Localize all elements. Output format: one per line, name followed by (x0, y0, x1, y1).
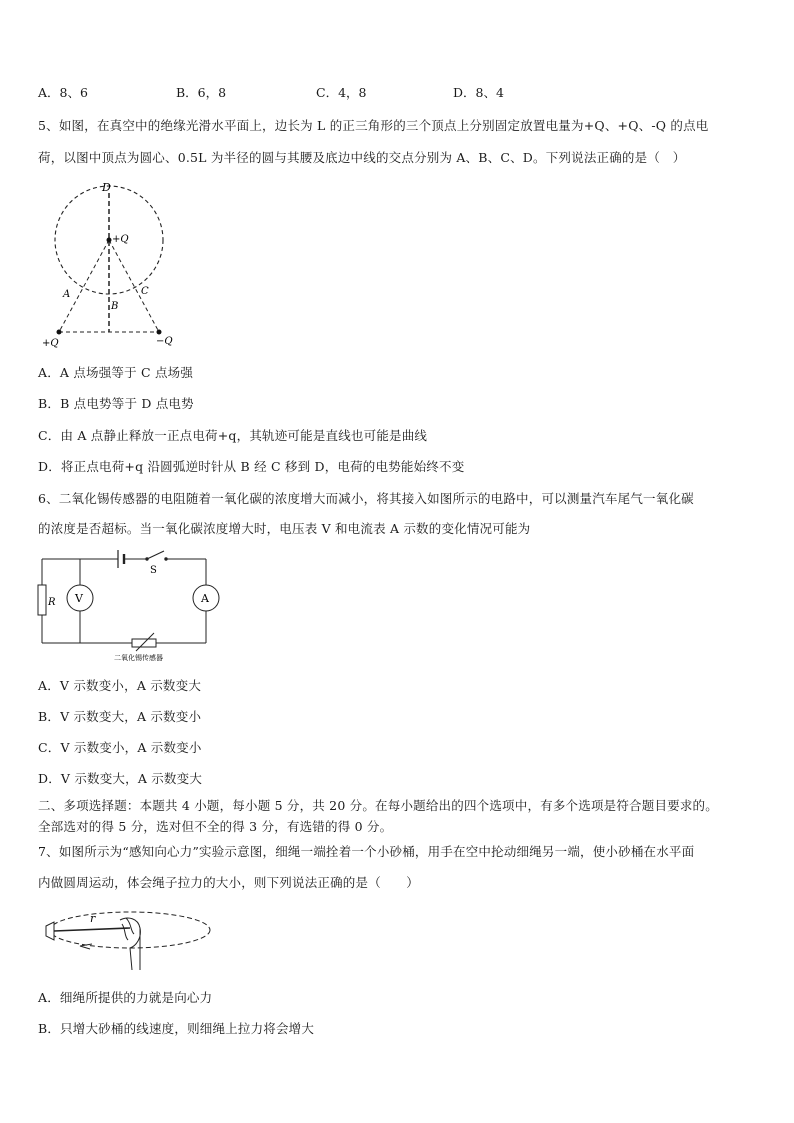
q6-option-d: D．V 示数变大，A 示数变大 (38, 771, 203, 786)
q6-label-sensor: 二氧化锡传感器 (114, 654, 163, 662)
q5-option-d: D．将正点电荷+q 沿圆弧逆时针从 B 经 C 移到 D，电荷的电势能始终不变 (38, 459, 465, 474)
q5-label-b: B (111, 301, 119, 312)
q5-option-b: B．B 点电势等于 D 点电势 (38, 396, 194, 411)
q4-option-b: B．6，8 (176, 85, 227, 100)
q6-stem-line1: 6、二氧化锡传感器的电阻随着一氧化碳的浓度增大而减小，将其接入如图所示的电路中，可以测量汽车尾气一氧化碳 (38, 491, 694, 506)
q5-label-c: C (141, 286, 149, 297)
q5-option-a: A．A 点场强等于 C 点场强 (38, 365, 194, 380)
q7-option-b: B．只增大砂桶的线速度，则细绳上拉力将会增大 (38, 1021, 315, 1036)
q5-option-c: C．由 A 点静止释放一正点电荷+q，其轨迹可能是直线也可能是曲线 (38, 428, 428, 443)
q4-option-d: D．8、4 (453, 85, 504, 100)
section2-heading: 二、多项选择题：本题共 4 小题，每小题 5 分，共 20 分。在每小题给出的四个选项中，有多个选项是符合题目要求的。 (38, 798, 718, 813)
q4-option-a: A．8、6 (38, 85, 88, 100)
q5-label-right-charge: −Q (156, 336, 173, 347)
q7-label-r: r (90, 912, 96, 925)
q6-stem-line2: 的浓度是否超标。当一氧化碳浓度增大时，电压表 V 和电流表 A 示数的变化情况可能为 (38, 521, 531, 536)
q5-label-d: D (102, 181, 111, 194)
q4-option-c: C．4，8 (316, 85, 367, 100)
q6-label-r: R (48, 597, 56, 608)
q5-charge-figure (38, 178, 188, 353)
q5-stem-line2: 荷，以图中顶点为圆心、0.5L 为半径的圆与其腰及底边中线的交点分别为 A、B、C、D。下列说法正确的是（ ） (38, 150, 686, 165)
q5-label-top-charge: +Q (112, 234, 129, 245)
q5-stem-line1: 5、如图，在真空中的绝缘光滑水平面上，边长为 L 的正三角形的三个顶点上分别固定放置电量为+Q、+Q、-Q 的点电 (38, 118, 709, 133)
q6-option-b: B．V 示数变大，A 示数变小 (38, 709, 202, 724)
q6-label-ammeter: A (201, 592, 209, 605)
q6-label-switch: S (150, 565, 157, 576)
q6-option-a: A．V 示数变小，A 示数变大 (38, 678, 202, 693)
q7-stem-line1: 7、如图所示为“感知向心力”实验示意图，细绳一端拴着一个小砂桶，用手在空中抡动细绳另一端，使小砂桶在水平面 (38, 844, 695, 859)
q5-label-left-charge: +Q (42, 338, 59, 349)
q7-option-a: A．细绳所提供的力就是向心力 (38, 990, 213, 1005)
q6-label-voltmeter: V (75, 592, 83, 605)
q5-label-a: A (63, 289, 71, 300)
section2-instructions: 全部选对的得 5 分，选对但不全的得 3 分，有选错的得 0 分。 (38, 819, 393, 834)
q6-circuit-figure (36, 547, 231, 667)
q7-stem-line2: 内做圆周运动，体会绳子拉力的大小，则下列说法正确的是（ ） (38, 875, 420, 890)
q7-centripetal-figure (40, 900, 215, 980)
q6-option-c: C．V 示数变小，A 示数变小 (38, 740, 202, 755)
